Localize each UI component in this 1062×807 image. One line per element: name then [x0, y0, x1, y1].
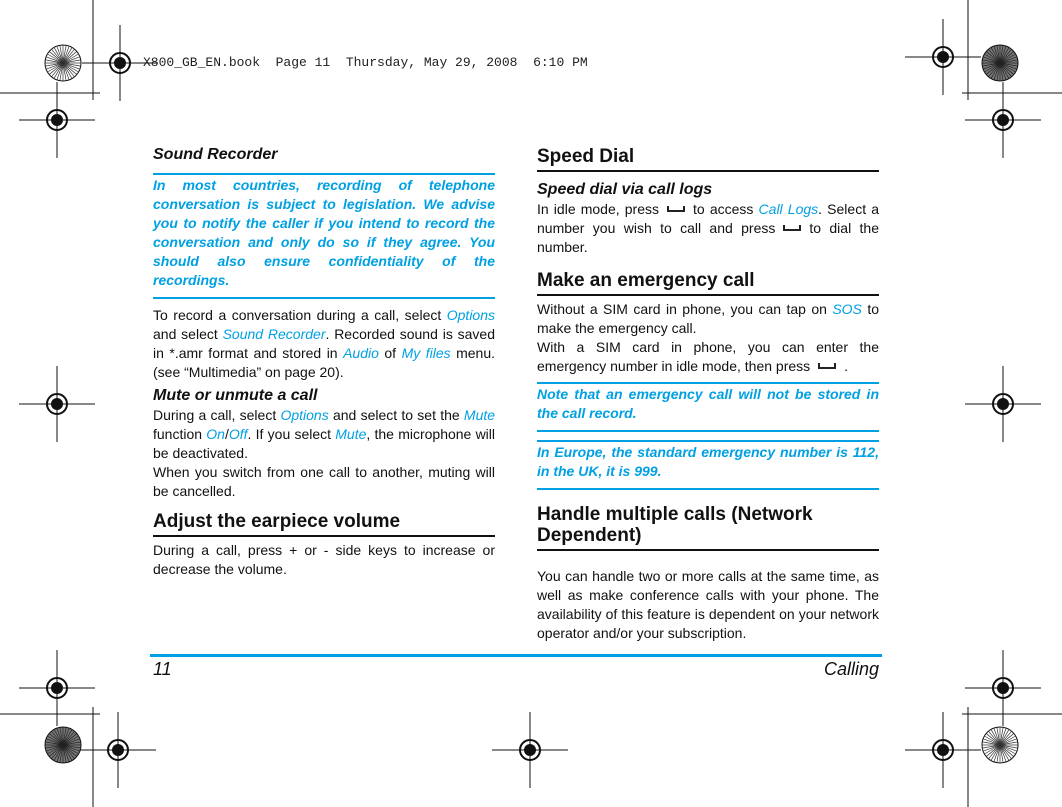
registration-target-icon	[19, 650, 95, 726]
soft-key-icon	[667, 206, 685, 212]
section-name: Calling	[823, 659, 879, 679]
mute-heading: Mute or unmute a call	[153, 387, 318, 404]
mute-text: During a call, select Options and select to set the Mute function On/Off. If you select Mute, the microphone will be deactivated.	[153, 407, 496, 461]
page-number: 11	[153, 659, 172, 679]
right-column	[537, 146, 879, 643]
speed-dial-subheading: Speed dial via call logs	[537, 181, 713, 198]
starburst-mark-icon	[45, 727, 81, 763]
registration-target-icon	[965, 366, 1041, 442]
starburst-mark-icon	[982, 727, 1018, 763]
sound-recorder-heading: Sound Recorder	[153, 146, 278, 163]
book-slug: X800_GB_EN.book Page 11 Thursday, May 29, 2008 6:10 PM	[143, 55, 588, 70]
left-column	[153, 145, 495, 579]
registration-target-icon	[492, 712, 568, 788]
starburst-mark-icon	[45, 45, 81, 81]
multiple-calls-heading: Handle multiple calls (Network Dependent)	[537, 504, 879, 551]
starburst-mark-icon	[982, 45, 1018, 81]
speed-dial-text: In idle mode, press to access Call Logs. Select a number you wish to call and press to dial the number.	[537, 201, 880, 255]
registration-target-icon	[905, 19, 981, 95]
speed-dial-heading: Speed Dial	[537, 146, 879, 172]
registration-target-icon	[80, 712, 156, 788]
earpiece-text: During a call, press + or - side keys to increase or decrease the volume.	[153, 542, 495, 577]
emergency-number-note: In Europe, the standard emergency number is 112, in the UK, it is 999.	[537, 440, 879, 490]
registration-target-icon	[19, 366, 95, 442]
emergency-note: Note that an emergency call will not be stored in the call record.	[537, 382, 879, 432]
emergency-text: Without a SIM card in phone, you can tap on SOS to make the emergency call.	[537, 301, 879, 336]
legislation-note: In most countries, recording of telephone conversation is subject to legislation. We advise you to notify the caller if you intend to record the conversation and only do so if they agree. You should also ensure confidentiality of the recordings.	[153, 173, 495, 299]
emergency-text-2: With a SIM card in phone, you can enter the emergency number in idle mode, then press .	[537, 339, 879, 374]
earpiece-heading: Adjust the earpiece volume	[153, 511, 495, 537]
mute-text-2: When you switch from one call to another, muting will be cancelled.	[153, 464, 495, 499]
emergency-heading: Make an emergency call	[537, 270, 879, 296]
registration-target-icon	[965, 650, 1041, 726]
sound-recorder-text: To record a conversation during a call, select Options and select Sound Recorder. Recorded sound is saved in *.amr format and stored in Audio of My files menu. (see “Multimedia” on page 20).	[153, 307, 496, 380]
soft-key-icon	[818, 363, 836, 369]
multiple-calls-text: You can handle two or more calls at the same time, as well as make conference calls with your phone. The availability of this feature is dependent on your network operator and/or your subscription.	[537, 568, 879, 641]
footer-rule	[150, 654, 882, 657]
registration-target-icon	[905, 712, 981, 788]
soft-key-icon	[783, 225, 801, 231]
